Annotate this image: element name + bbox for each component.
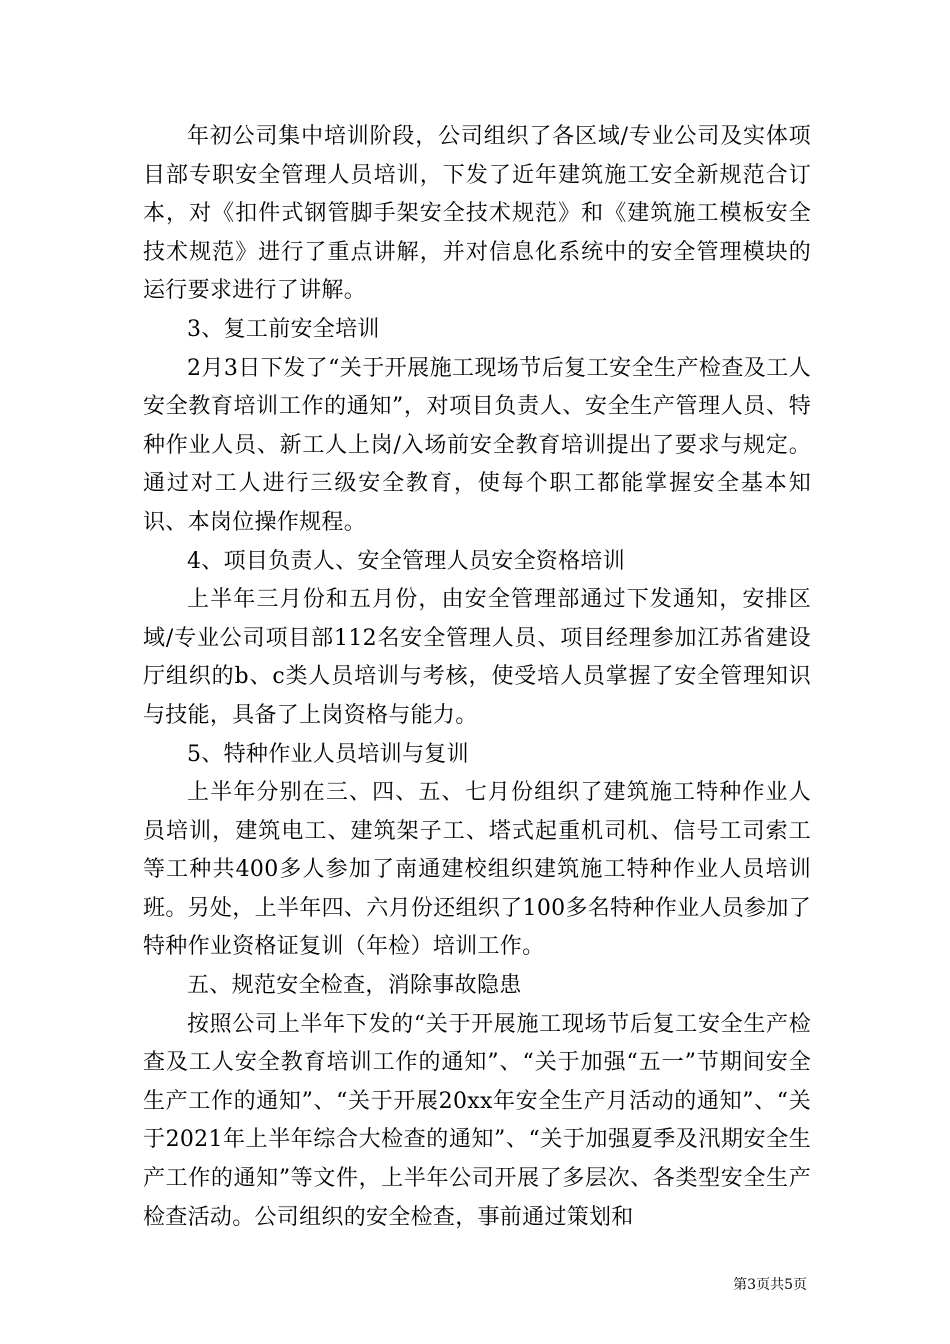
page-number-footer: 第3页共5页 (733, 1277, 807, 1293)
heading-qualification-training: 4、项目负责人、安全管理人员安全资格培训 (187, 548, 625, 574)
paragraph-safety-inspection: 按照公司上半年下发的“关于开展施工现场节后复工安全生产检查及工人安全教育培训工作的通知”、“关于加强“五一”节期间安全生产工作的通知”、“关于开展20xx年安全生产月活动的通知”、“关于2021年上半年综合大检查的通知”、“关于加强夏季及汛期安全生产工作的通知”等文件，上半年公司开展了多层次、各类型安全生产检查活动。公司组织的安全检查，事前通过策划和 (143, 1011, 811, 1230)
heading-safety-inspection: 五、规范安全检查，消除事故隐患 (187, 973, 522, 999)
paragraph-central-training: 年初公司集中培训阶段，公司组织了各区域/专业公司及实体项目部专职安全管理人员培训，下发了近年建筑施工安全新规范合订本，对《扣件式钢管脚手架安全技术规范》和《建筑施工模板安全技术规范》进行了重点讲解，并对信息化系统中的安全管理模块的运行要求进行了讲解。 (143, 124, 811, 304)
paragraph-qualification-training: 上半年三月份和五月份，由安全管理部通过下发通知，安排区域/专业公司项目部112名安全管理人员、项目经理参加江苏省建设厅组织的b、c类人员培训与考核，使受培人员掌握了安全管理知识与技能，具备了上岗资格与能力。 (143, 587, 811, 728)
heading-special-operations-training: 5、特种作业人员培训与复训 (187, 741, 469, 767)
heading-pre-resumption-training: 3、复工前安全培训 (187, 316, 380, 342)
paragraph-pre-resumption-training: 2月3日下发了“关于开展施工现场节后复工安全生产检查及工人安全教育培训工作的通知”，对项目负责人、安全生产管理人员、特种作业人员、新工人上岗/入场前安全教育培训提出了要求与规定。通过对工人进行三级安全教育，使每个职工都能掌握安全基本知识、本岗位操作规程。 (143, 355, 811, 535)
document-body (143, 118, 811, 1237)
paragraph-special-operations-training: 上半年分别在三、四、五、七月份组织了建筑施工特种作业人员培训，建筑电工、建筑架子工、塔式起重机司机、信号工司索工等工种共400多人参加了南通建校组织建筑施工特种作业人员培训班。另处，上半年四、六月份还组织了100多名特种作业人员参加了特种作业资格证复训（年检）培训工作。 (143, 780, 811, 960)
